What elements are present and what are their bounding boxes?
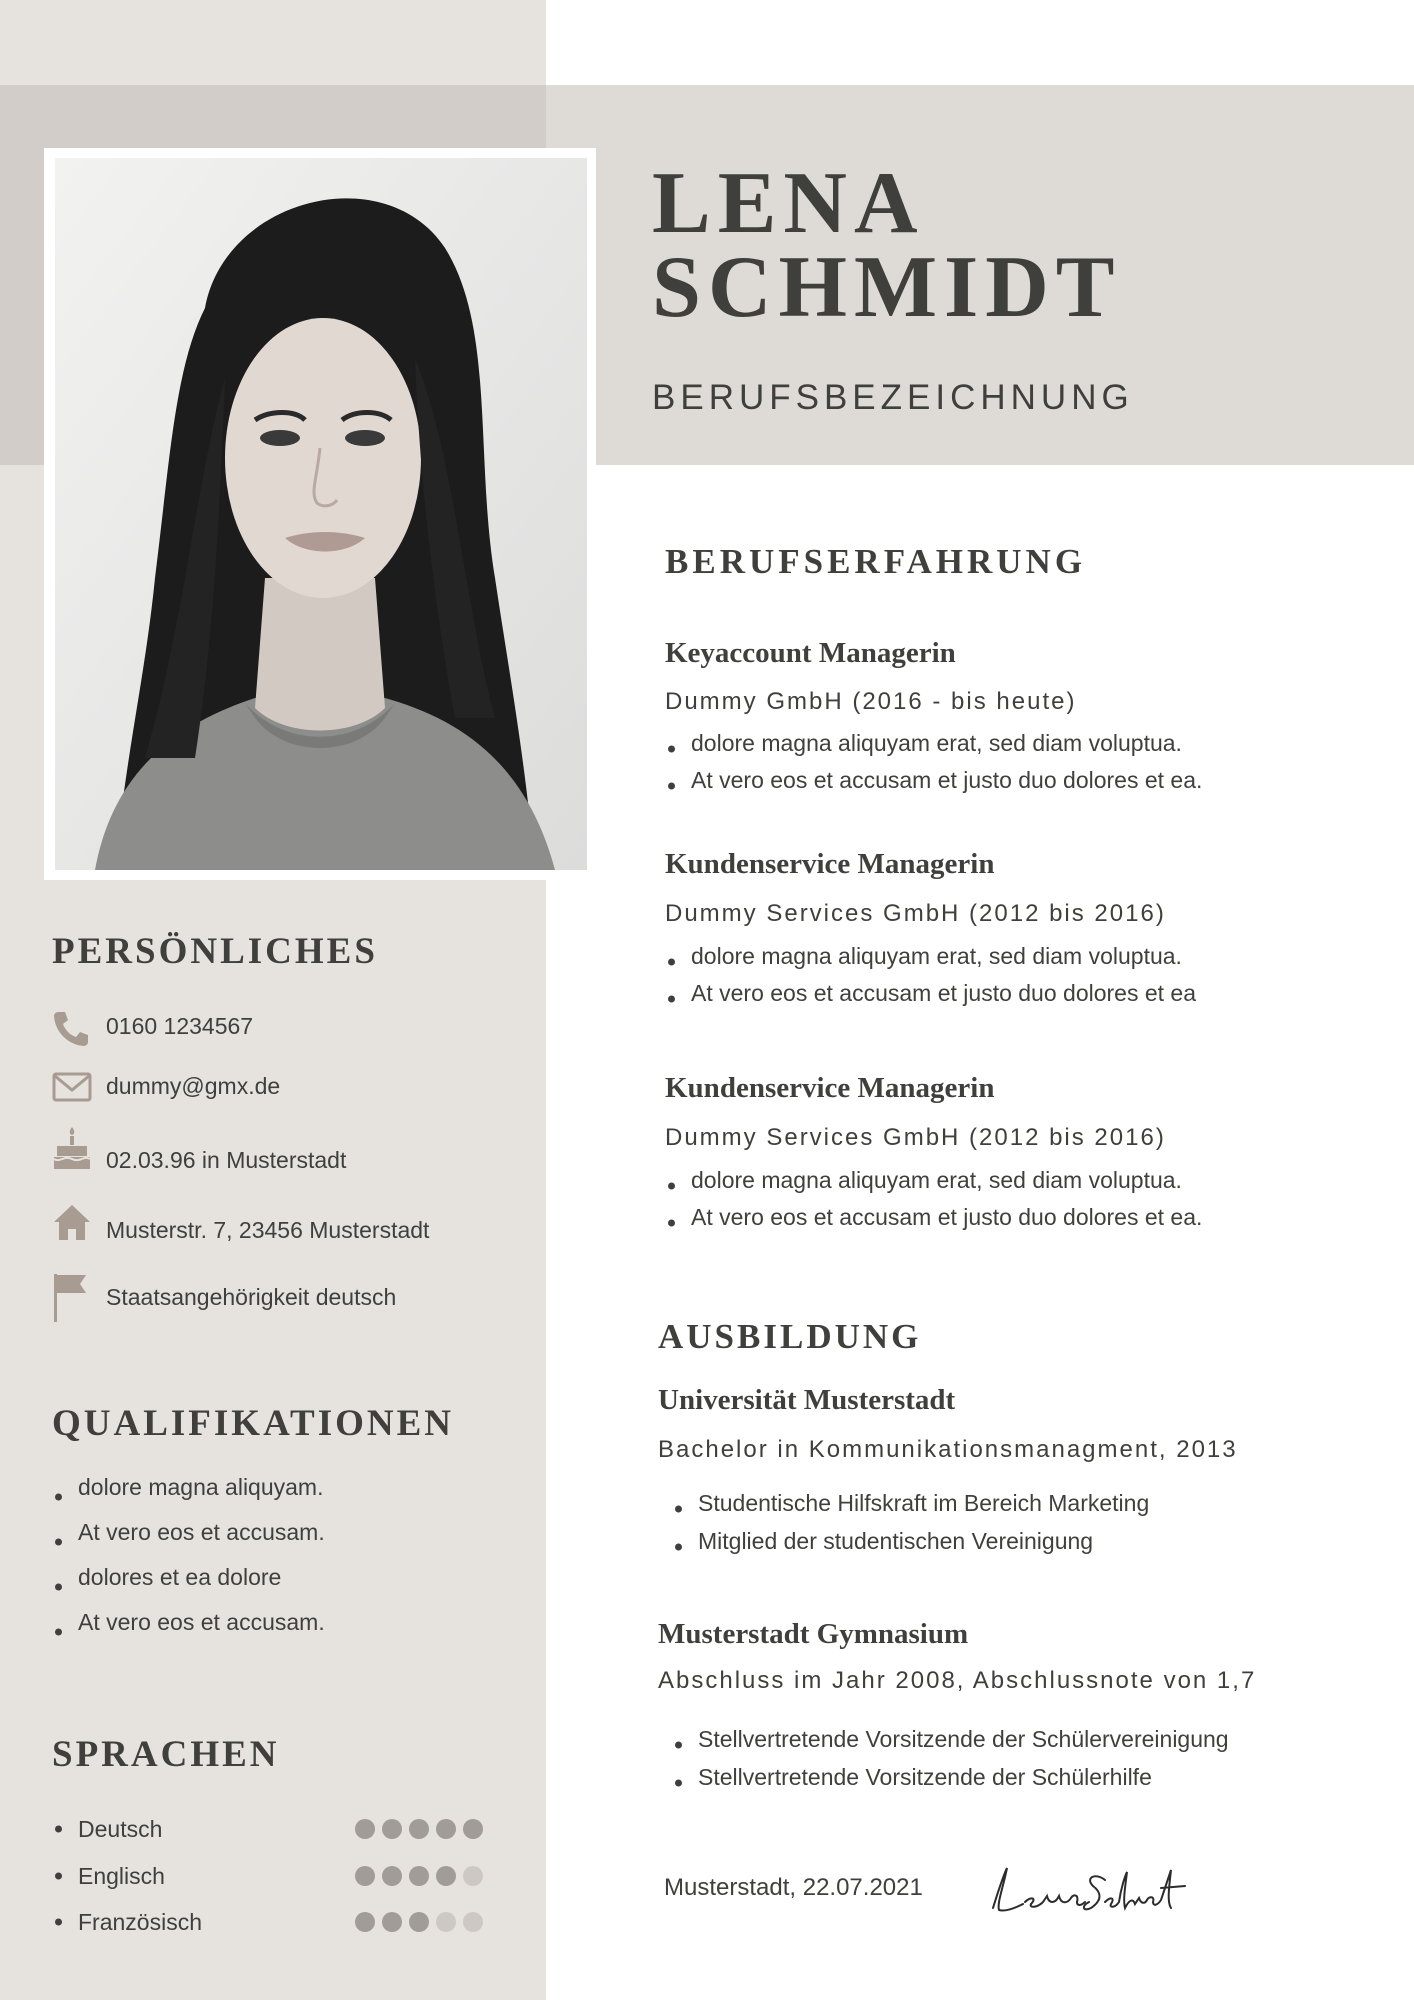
last-name: SCHMIDT — [652, 239, 1122, 336]
languages-section-title: SPRACHEN — [52, 1734, 280, 1775]
level-dot-filled — [382, 1912, 402, 1932]
list-item: Stellvertretende Vorsitzende der Schülervereinigung — [672, 1726, 1229, 1764]
list-item: At vero eos et accusam et justo duo dolores et ea — [665, 980, 1196, 1017]
phone-icon — [52, 1008, 92, 1048]
level-dot-filled — [409, 1912, 429, 1932]
level-dot-filled — [355, 1912, 375, 1932]
list-item: dolore magna aliquyam erat, sed diam voluptua. — [665, 1167, 1202, 1204]
profile-photo — [55, 158, 587, 870]
school-bullets — [672, 1726, 1229, 1802]
school-detail: Abschluss im Jahr 2008, Abschlussnote von 1,7 — [658, 1667, 1257, 1694]
contact-nationality — [52, 1272, 532, 1324]
job-heading: Kundenservice Managerin — [665, 848, 995, 880]
job-title: BERUFSBEZEICHNUNG — [652, 378, 1134, 417]
list-item: At vero eos et accusam et justo duo dolores et ea. — [665, 1204, 1202, 1241]
language-name: Deutsch — [52, 1812, 162, 1846]
phone-text: 0160 1234567 — [106, 1013, 254, 1039]
mail-icon — [52, 1068, 92, 1108]
language-row — [52, 1859, 492, 1893]
job-bullets — [665, 730, 1202, 804]
signature — [985, 1858, 1195, 1928]
contact-birthday — [52, 1125, 532, 1173]
contact-address — [52, 1202, 532, 1242]
qualifications-list — [52, 1474, 325, 1654]
list-item: Stellvertretende Vorsitzende der Schülerhilfe — [672, 1764, 1229, 1802]
list-item: dolores et ea dolore — [52, 1564, 325, 1609]
language-row — [52, 1905, 492, 1939]
level-dot-filled — [409, 1819, 429, 1839]
level-dot-filled — [382, 1819, 402, 1839]
job-company: Dummy Services GmbH (2012 bis 2016) — [665, 1124, 1166, 1151]
list-item: dolore magna aliquyam. — [52, 1474, 325, 1519]
personal-section-title: PERSÖNLICHES — [52, 931, 378, 972]
job-bullets — [665, 943, 1196, 1017]
home-icon — [52, 1202, 92, 1242]
language-level-dots — [355, 1866, 490, 1886]
qualifications-section-title: QUALIFIKATIONEN — [52, 1403, 455, 1444]
email-text: dummy@gmx.de — [106, 1073, 281, 1099]
full-name — [652, 155, 1122, 336]
language-name: Französisch — [52, 1905, 202, 1939]
job-heading: Kundenservice Managerin — [665, 1072, 995, 1104]
address-text: Musterstr. 7, 23456 Musterstadt — [106, 1217, 430, 1243]
flag-icon — [52, 1272, 92, 1324]
list-item: dolore magna aliquyam erat, sed diam voluptua. — [665, 730, 1202, 767]
first-name: LENA — [652, 155, 925, 252]
list-item: Studentische Hilfskraft im Bereich Marketing — [672, 1490, 1149, 1528]
list-item: At vero eos et accusam. — [52, 1519, 325, 1564]
job-bullets — [665, 1167, 1202, 1241]
language-level-dots — [355, 1819, 490, 1839]
list-item: At vero eos et accusam. — [52, 1609, 325, 1654]
job-heading: Keyaccount Managerin — [665, 637, 956, 669]
school-heading: Musterstadt Gymnasium — [658, 1618, 969, 1650]
level-dot-empty — [463, 1912, 483, 1932]
level-dot-empty — [436, 1912, 456, 1932]
language-row — [52, 1812, 492, 1846]
birthday-text: 02.03.96 in Musterstadt — [106, 1147, 347, 1173]
list-item: dolore magna aliquyam erat, sed diam voluptua. — [665, 943, 1196, 980]
level-dot-filled — [436, 1819, 456, 1839]
contact-email — [52, 1068, 532, 1108]
language-level-dots — [355, 1912, 490, 1932]
level-dot-filled — [409, 1866, 429, 1886]
place-date: Musterstadt, 22.07.2021 — [664, 1874, 923, 1901]
experience-section-title: BERUFSERFAHRUNG — [665, 542, 1087, 581]
level-dot-filled — [382, 1866, 402, 1886]
nationality-text: Staatsangehörigkeit deutsch — [106, 1284, 397, 1310]
school-bullets — [672, 1490, 1149, 1566]
language-name: Englisch — [52, 1859, 165, 1893]
list-item: At vero eos et accusam et justo duo dolores et ea. — [665, 767, 1202, 804]
job-company: Dummy GmbH (2016 - bis heute) — [665, 688, 1077, 715]
job-company: Dummy Services GmbH (2012 bis 2016) — [665, 900, 1166, 927]
birthday-cake-icon — [52, 1125, 92, 1173]
contact-phone — [52, 1008, 532, 1048]
level-dot-filled — [436, 1866, 456, 1886]
education-section-title: AUSBILDUNG — [658, 1317, 922, 1356]
level-dot-filled — [463, 1819, 483, 1839]
school-detail: Bachelor in Kommunikationsmanagment, 2013 — [658, 1436, 1238, 1463]
level-dot-filled — [355, 1866, 375, 1886]
level-dot-filled — [355, 1819, 375, 1839]
level-dot-empty — [463, 1866, 483, 1886]
school-heading: Universität Musterstadt — [658, 1384, 956, 1416]
list-item: Mitglied der studentischen Vereinigung — [672, 1528, 1149, 1566]
